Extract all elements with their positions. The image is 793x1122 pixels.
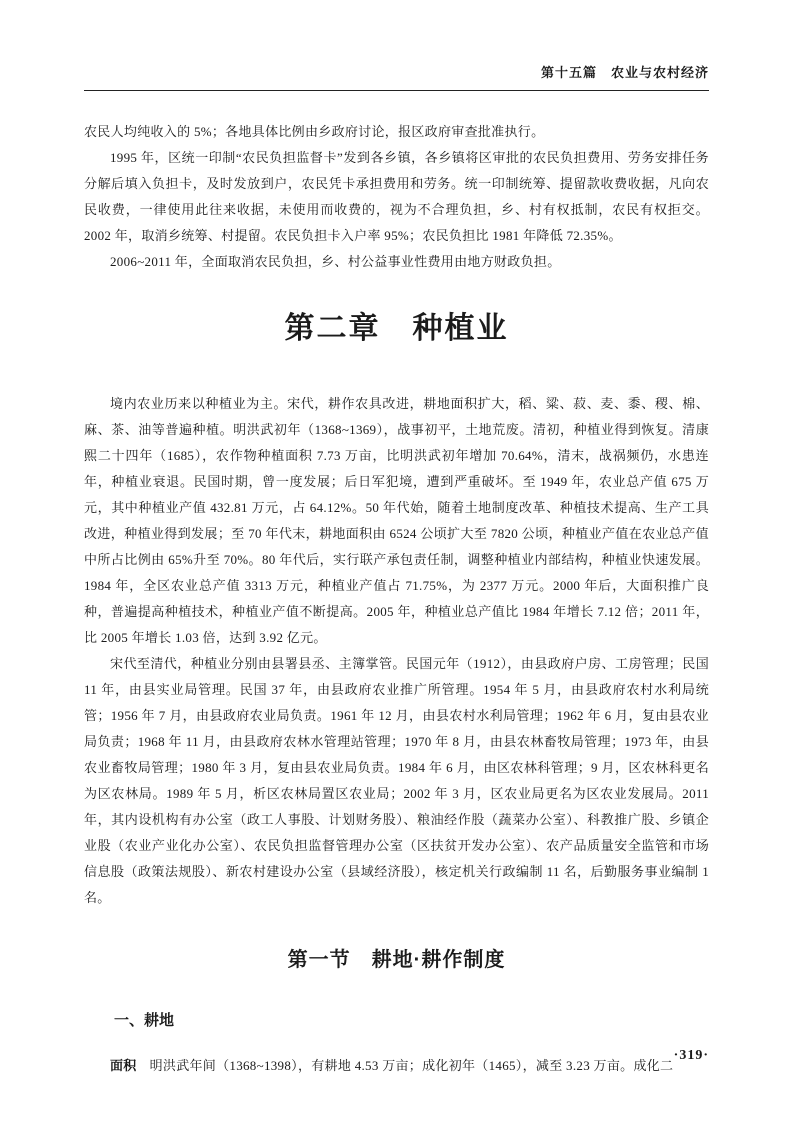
page-content [84, 119, 709, 1079]
paragraph-1995: 1995 年，区统一印制“农民负担监督卡”发到各乡镇，各乡镇将区审批的农民负担费用、劳务安排任务分解后填入负担卡，及时发放到户，农民凭卡承担费用和劳务。统一印制统筹、提留款收费收据，凡向农民收费，一律使用此往来收据，未使用而收费的，视为不合理负担，乡、村有权抵制，农民有权拒交。2002 年，取消乡统筹、村提留。农民负担卡入户率 95%；农民负担比 1981 年降低 72.35%。 [84, 150, 709, 243]
term-paragraph [84, 1053, 709, 1079]
running-header [84, 62, 709, 91]
subsection-heading: 一、耕地 [114, 1012, 175, 1029]
running-header-text: 第十五篇 农业与农村经济 [540, 65, 709, 80]
term-text: 明洪武年间（1368~1398），有耕地 4.53 万亩；成化初年（1465），减至 3.23 万亩。成化二 [149, 1058, 674, 1073]
continuation-paragraph: 农民人均纯收入的 5%；各地具体比例由乡政府讨论，报区政府审查批准执行。 [84, 124, 545, 139]
chapter-title: 第二章 种植业 [284, 312, 509, 345]
chapter-paragraph-administration: 宋代至清代，种植业分别由县署县丞、主簿掌管。民国元年（1912），由县政府户房、工房管理；民国 11 年，由县实业局管理。民国 37 年，由县政府农业推广所管理。1954 年 5 月，由县政府农村水利局统管；1956 年 7 月，由县政府农业局负责。1961 年 12 月，由县农村水利局管理；1962 年 6 月，复由县农业局负责；1968 年 11 月，由县政府农林水管理站管理；1970 年 8 月，由县农林畜牧局管理；1973 年，由县农业畜牧局管理；1980 年 3 月，复由县农业局负责。1984 年 6 月，由区农林科管理；9 月，区农林科更名为区农林局。1989 年 5 月，析区农林局置区农业局；2002 年 3 月，区农业局更名为区农业发展局。2011 年，其内设机构有办公室（政工人事股、计划财务股）、粮油经作股（蔬菜办公室）、科教推广股、乡镇企业股（农业产业化办公室）、农民负担监督管理办公室（区扶贫开发办公室）、农产品质量安全监管和市场信息股（政策法规股）、新农村建设办公室（县域经济股），核定机关行政编制 11 名，后勤服务事业编制 1 名。 [84, 656, 709, 905]
page-header [84, 62, 709, 91]
term-label: 面积 [110, 1058, 137, 1073]
page-number: ·319· [673, 1048, 709, 1063]
chapter-paragraph-history: 境内农业历来以种植业为主。宋代，耕作农具改进，耕地面积扩大，稻、粱、菽、麦、黍、稷、棉、麻、茶、油等普遍种植。明洪武初年（1368~1369），战事初平，土地荒废。清初，种植业得到恢复。清康熙二十四年（1685），农作物种植面积 7.73 万亩，比明洪武初年增加 70.64%，清末，战祸频仍，水患连年，种植业衰退。民国时期，曾一度发展；后日军犯境，遭到严重破坏。至 1949 年，农业总产值 675 万元，其中种植业产值 432.81 万元，占 64.12%。50 年代始，随着土地制度改革、种植技术提高、生产工具改进，种植业得到发展；至 70 年代末，耕地面积由 6524 公顷扩大至 7820 公顷，种植业产值在农业总产值中所占比例由 65%升至 70%。80 年代后，实行联产承包责任制，调整种植业内部结构，种植业快速发展。1984 年，全区农业总产值 3313 万元，种植业产值占 71.75%，为 2377 万元。2000 年后，大面积推广良种，普遍提高种植技术，种植业产值不断提高。2005 年，种植业总产值比 1984 年增长 7.12 倍；2011 年，比 2005 年增长 1.03 倍，达到 3.92 亿元。 [84, 396, 709, 645]
paragraph-2006: 2006~2011 年，全面取消农民负担，乡、村公益事业性费用由地方财政负担。 [110, 254, 561, 269]
section-title: 第一节 耕地·耕作制度 [287, 949, 506, 971]
